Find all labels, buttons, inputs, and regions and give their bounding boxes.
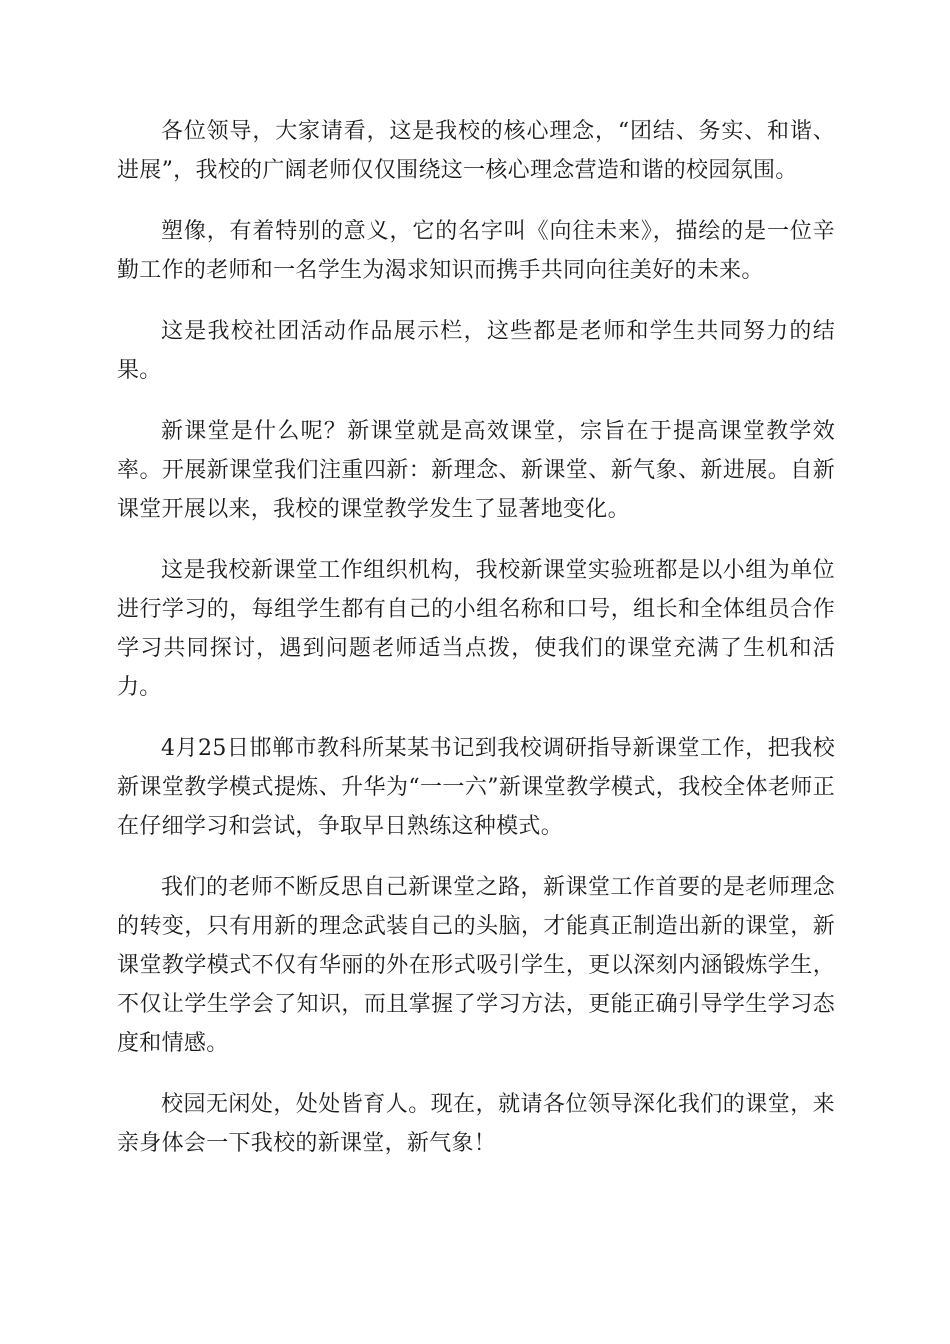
paragraph-core-philosophy: 各位领导，大家请看，这是我校的核心理念，“团结、务实、和谐、进展”，我校的广阔老师仅仅围绕这一核心理念营造和谐的校园氛围。 <box>117 119 835 183</box>
paragraph-closing: 校园无闲处，处处皆育人。现在，就请各位领导深化我们的课堂，来亲身体会一下我校的新课堂，新气象！ <box>117 1092 835 1156</box>
paragraph-statue: 塑像，有着特别的意义，它的名字叫《向往未来》，描绘的是一位辛勤工作的老师和一名学生为渴求知识而携手共同向往美好的未来。 <box>117 219 835 283</box>
paragraph-teacher-reflection: 我们的老师不断反思自己新课堂之路，新课堂工作首要的是老师理念的转变，只有用新的理念武装自己的头脑，才能真正制造出新的课堂，新课堂教学模式不仅有华丽的外在形式吸引学生，更以深刻内涵锻炼学生，不仅让学生学会了知识，而且掌握了学习方法，更能正确引导学生学习态度和情感。 <box>117 875 835 1056</box>
document-body <box>117 112 835 1185</box>
paragraph-new-classroom: 新课堂是什么呢？新课堂就是高效课堂，宗旨在于提高课堂教学效率。开展新课堂我们注重四新：新理念、新课堂、新气象、新进展。自新课堂开展以来，我校的课堂教学发生了显著地变化。 <box>117 419 835 522</box>
paragraph-teaching-model: 4月25日邯郸市教科所某某书记到我校调研指导新课堂工作，把我校新课堂教学模式提炼、升华为“一一六”新课堂教学模式，我校全体老师正在仔细学习和尝试，争取早日熟练这种模式。 <box>117 736 835 839</box>
paragraph-organization: 这是我校新课堂工作组织机构，我校新课堂实验班都是以小组为单位进行学习的，每组学生都有自己的小组名称和口号，组长和全体组员合作学习共同探讨，遇到问题老师适当点拨，使我们的课堂充满了生机和活力。 <box>117 558 835 700</box>
paragraph-club-display: 这是我校社团活动作品展示栏，这些都是老师和学生共同努力的结果。 <box>117 319 835 383</box>
